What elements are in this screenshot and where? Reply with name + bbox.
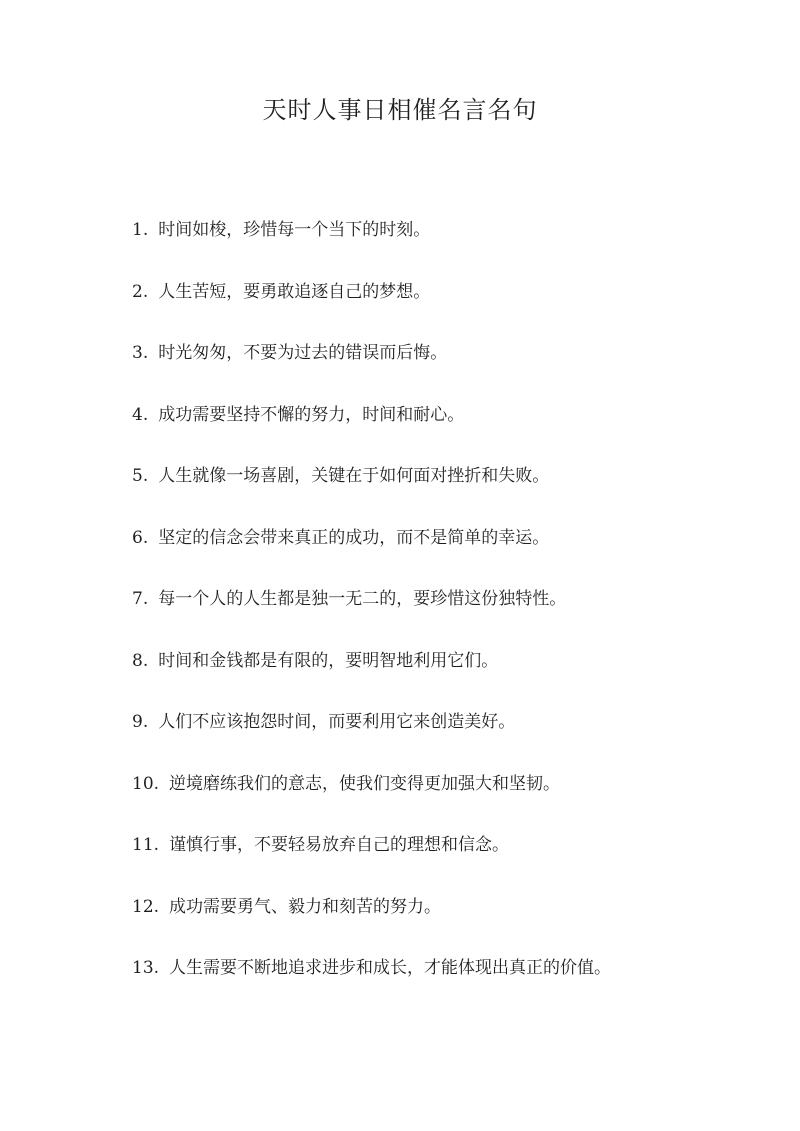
list-item <box>132 522 752 584</box>
quote-text: 人们不应该抱怨时间，而要利用它来创造美好。 <box>158 712 516 732</box>
quote-text: 人生就像一场喜剧，关键在于如何面对挫折和失败。 <box>158 466 550 486</box>
quote-text: 成功需要坚持不懈的努力，时间和耐心。 <box>158 404 465 425</box>
quote-text: 时间如梭，珍惜每一个当下的时刻。 <box>158 220 431 240</box>
list-item <box>132 952 752 1014</box>
item-number: 7. <box>132 589 149 609</box>
quote-text: 逆境磨练我们的意志，使我们变得更加强大和坚韧。 <box>169 773 561 794</box>
list-item <box>132 829 752 891</box>
list-item <box>132 214 752 276</box>
item-number: 10. <box>132 773 160 794</box>
list-item <box>132 337 752 399</box>
quote-text: 时间和金钱都是有限的，要明智地利用它们。 <box>158 650 499 671</box>
list-item <box>132 276 752 338</box>
list-item <box>132 645 752 707</box>
quote-text: 坚定的信念会带来真正的成功，而不是简单的幸运。 <box>158 527 550 548</box>
list-item <box>132 891 752 953</box>
list-item <box>132 583 752 645</box>
item-number: 9. <box>132 712 149 732</box>
quote-text: 谨慎行事，不要轻易放弃自己的理想和信念。 <box>169 835 510 855</box>
item-number: 1. <box>132 220 149 240</box>
quote-list <box>132 214 752 1014</box>
quote-text: 时光匆匆，不要为过去的错误而后悔。 <box>158 343 448 363</box>
quote-text: 人生需要不断地追求进步和成长，才能体现出真正的价值。 <box>169 958 612 978</box>
item-number: 8. <box>132 650 149 671</box>
item-number: 12. <box>132 896 160 917</box>
item-number: 3. <box>132 343 149 363</box>
list-item <box>132 768 752 830</box>
quote-text: 每一个人的人生都是独一无二的，要珍惜这份独特性。 <box>158 589 567 609</box>
list-item <box>132 399 752 461</box>
item-number: 6. <box>132 527 149 548</box>
item-number: 13. <box>132 958 160 978</box>
item-number: 11. <box>132 835 160 855</box>
page-title: 天时人事日相催名言名句 <box>262 96 538 124</box>
item-number: 2. <box>132 281 149 302</box>
item-number: 4. <box>132 404 149 425</box>
item-number: 5. <box>132 466 149 486</box>
list-item <box>132 706 752 768</box>
quote-text: 成功需要勇气、毅力和刻苦的努力。 <box>169 896 442 917</box>
quote-text: 人生苦短，要勇敢追逐自己的梦想。 <box>158 281 431 302</box>
list-item <box>132 460 752 522</box>
